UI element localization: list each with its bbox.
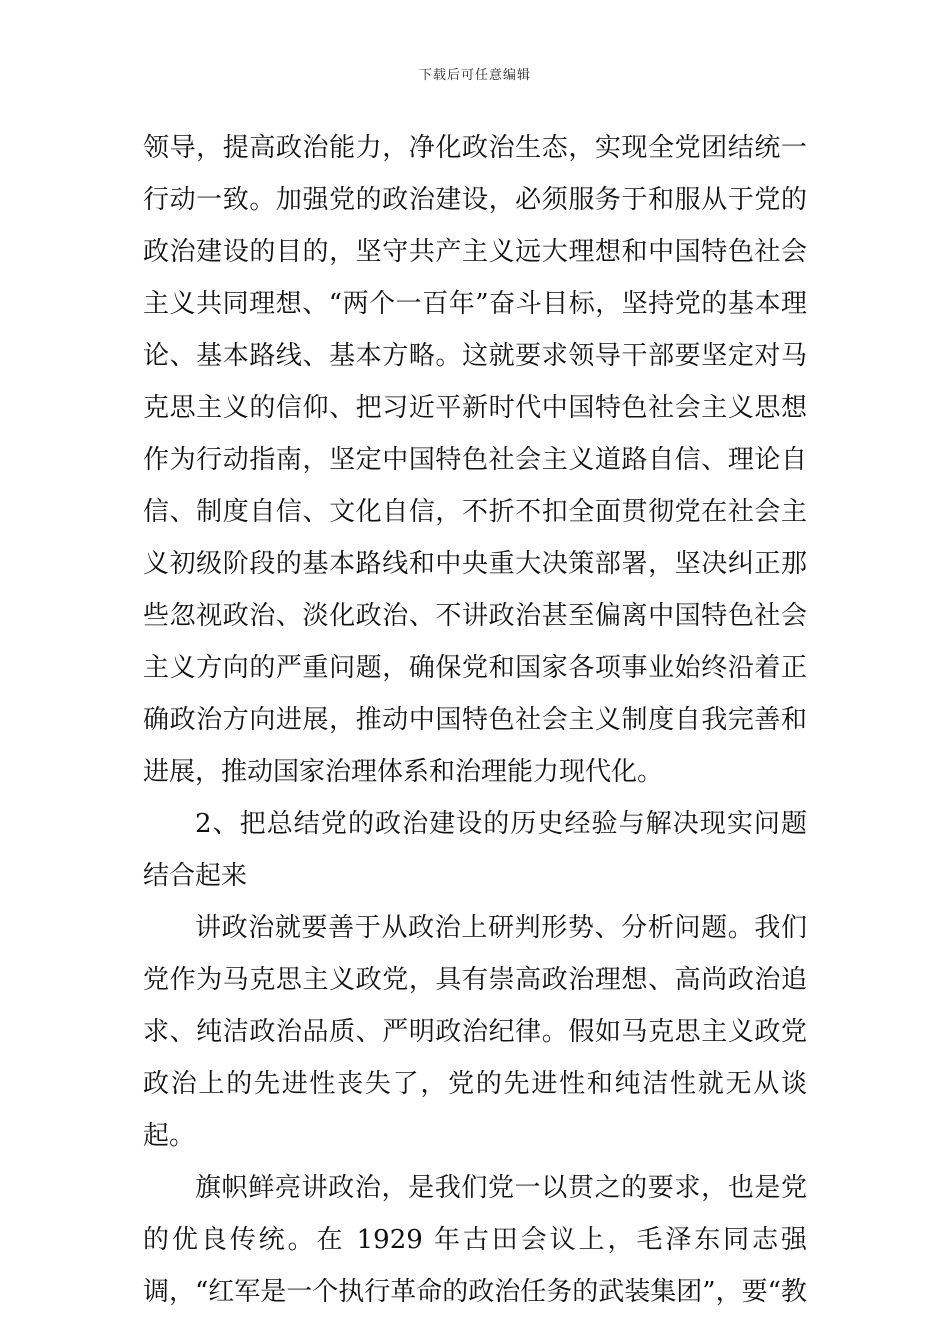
- page-header: 下载后可任意编辑: [418, 68, 531, 83]
- document-body: [143, 122, 807, 1318]
- paragraph-politics-analysis: 讲政治就要善于从政治上研判形势、分析问题。我们党作为马克思主义政党，具有崇高政治理想、高尚政治追求、纯洁政治品质、严明政治纪律。假如马克思主义政党政治上的先进性丧失了，党的先进性和纯洁性就无从谈起。: [143, 913, 807, 1151]
- section-heading-2: 2、把总结党的政治建设的历史经验与解决现实问题结合起来: [143, 809, 807, 891]
- paragraph-party-tradition: 旗帜鲜亮讲政治，是我们党一以贯之的要求，也是党的优良传统。在 1929 年古田会议上，毛泽东同志强调，“红军是一个执行革命的政治任务的武装集团”，要“教: [143, 1173, 807, 1307]
- paragraph-continuation: 领导，提高政治能力，净化政治生态，实现全党团结统一行动一致。加强党的政治建设，必须服务于和服从于党的政治建设的目的，坚守共产主义远大理想和中国特色社会主义共同理想、“两个一百年”奋斗目标，坚持党的基本理论、基本路线、基本方略。这就要求领导干部要坚定对马克思主义的信仰、把习近平新时代中国特色社会主义思想作为行动指南，坚定中国特色社会主义道路自信、理论自信、制度自信、文化自信，不折不扣全面贯彻党在社会主义初级阶段的基本路线和中央重大决策部署，坚决纠正那些忽视政治、淡化政治、不讲政治甚至偏离中国特色社会主义方向的严重问题，确保党和国家各项事业始终沿着正确政治方向进展，推动中国特色社会主义制度自我完善和进展，推动国家治理体系和治理能力现代化。: [143, 133, 807, 787]
